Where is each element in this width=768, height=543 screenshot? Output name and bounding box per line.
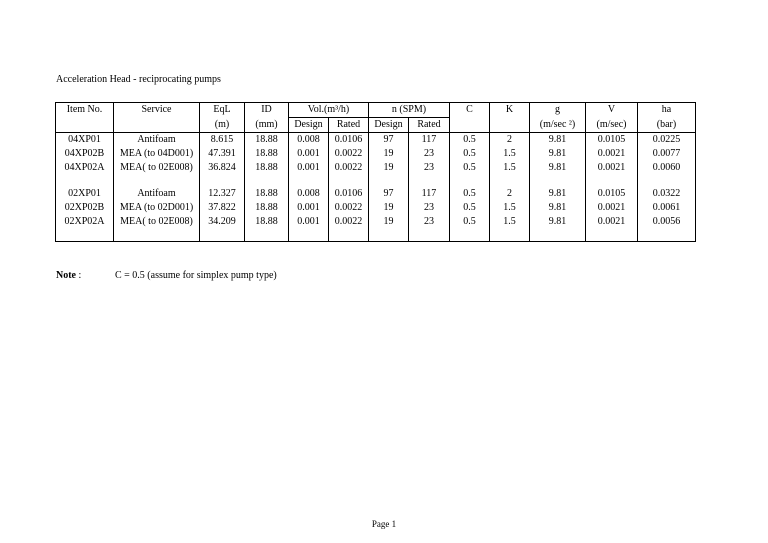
table-cell: 0.0106 [329, 187, 369, 201]
subheader-vol-rated: Rated [329, 118, 369, 133]
table-cell: 0.001 [289, 147, 329, 161]
table-cell: 0.008 [289, 133, 329, 148]
table-cell: 0.5 [450, 133, 490, 148]
spacer-cell [56, 229, 114, 242]
table-cell: 02XP02B [56, 201, 114, 215]
table-cell: 2 [490, 133, 530, 148]
table-cell: MEA (to 04D001) [114, 147, 200, 161]
table-cell: 0.0021 [586, 201, 638, 215]
table-cell: 0.001 [289, 201, 329, 215]
spacer-cell [329, 229, 369, 242]
spacer-cell [638, 229, 696, 242]
table-cell: 0.0322 [638, 187, 696, 201]
table-row [56, 201, 696, 215]
spacer-cell [450, 229, 490, 242]
header-row-2 [56, 118, 696, 133]
trailing-blank-row [56, 229, 696, 242]
table-cell: 36.824 [200, 161, 245, 175]
spacer-cell [409, 175, 450, 187]
unit-item-no [56, 118, 114, 133]
table-cell: 9.81 [530, 161, 586, 175]
table-row [56, 133, 696, 148]
table-cell: MEA( to 02E008) [114, 161, 200, 175]
table-cell: 0.0056 [638, 215, 696, 229]
table-cell: 02XP01 [56, 187, 114, 201]
header-c: C [450, 103, 490, 118]
spacer-cell [329, 175, 369, 187]
table-cell: 0.0021 [586, 161, 638, 175]
header-row-1 [56, 103, 696, 118]
spacer-cell [56, 175, 114, 187]
table-cell: 0.0022 [329, 215, 369, 229]
header-v: V [586, 103, 638, 118]
table-row [56, 147, 696, 161]
header-item-no: Item No. [56, 103, 114, 118]
table-cell: 0.5 [450, 201, 490, 215]
spacer-cell [114, 175, 200, 187]
table-cell: Antifoam [114, 133, 200, 148]
table-cell: 1.5 [490, 147, 530, 161]
table-cell: 18.88 [245, 161, 289, 175]
table-cell: 34.209 [200, 215, 245, 229]
page-title: Acceleration Head - reciprocating pumps [56, 74, 221, 85]
table-cell: 0.0021 [586, 215, 638, 229]
table-cell: 18.88 [245, 147, 289, 161]
table-cell: 117 [409, 187, 450, 201]
table-cell: 0.0021 [586, 147, 638, 161]
spacer-cell [245, 175, 289, 187]
table-cell: MEA( to 02E008) [114, 215, 200, 229]
table-cell: 0.5 [450, 187, 490, 201]
table-cell: 9.81 [530, 201, 586, 215]
spacer-cell [369, 229, 409, 242]
spacer-cell [114, 229, 200, 242]
spacer-cell [245, 229, 289, 242]
table-cell: 0.5 [450, 147, 490, 161]
spacer-cell [369, 175, 409, 187]
table-cell: 0.0022 [329, 201, 369, 215]
table-cell: 23 [409, 215, 450, 229]
header-g: g [530, 103, 586, 118]
table-cell: 9.81 [530, 215, 586, 229]
spacer-row [56, 175, 696, 187]
table-row [56, 187, 696, 201]
spacer-cell [200, 175, 245, 187]
table-cell: 37.822 [200, 201, 245, 215]
header-ha: ha [638, 103, 696, 118]
table-cell: 1.5 [490, 201, 530, 215]
header-eql: EqL [200, 103, 245, 118]
subheader-vol-design: Design [289, 118, 329, 133]
table-cell: 0.001 [289, 161, 329, 175]
table-cell: 0.0105 [586, 187, 638, 201]
table-cell: 9.81 [530, 187, 586, 201]
unit-service [114, 118, 200, 133]
table-cell: 02XP02A [56, 215, 114, 229]
subheader-n-rated: Rated [409, 118, 450, 133]
table-cell: 8.615 [200, 133, 245, 148]
table-cell: 9.81 [530, 147, 586, 161]
table-cell: 19 [369, 147, 409, 161]
header-n-spm: n (SPM) [369, 103, 450, 118]
table-cell: 0.001 [289, 215, 329, 229]
spacer-cell [586, 229, 638, 242]
table-cell: 23 [409, 201, 450, 215]
table-cell: 0.0060 [638, 161, 696, 175]
unit-v: (m/sec) [586, 118, 638, 133]
table-cell: 19 [369, 161, 409, 175]
spacer-cell [490, 229, 530, 242]
table-row [56, 161, 696, 175]
spacer-cell [409, 229, 450, 242]
table-cell: 0.5 [450, 215, 490, 229]
table-cell: 19 [369, 215, 409, 229]
header-vol: Vol.(m³/h) [289, 103, 369, 118]
unit-c [450, 118, 490, 133]
spacer-cell [530, 229, 586, 242]
table-cell: 18.88 [245, 215, 289, 229]
table-cell: 0.0022 [329, 147, 369, 161]
table-cell: 1.5 [490, 215, 530, 229]
table-cell: 117 [409, 133, 450, 148]
spacer-cell [289, 229, 329, 242]
table-cell: 0.0077 [638, 147, 696, 161]
header-id: ID [245, 103, 289, 118]
table-cell: MEA (to 02D001) [114, 201, 200, 215]
table-cell: 9.81 [530, 133, 586, 148]
table-cell: 19 [369, 201, 409, 215]
spacer-cell [200, 229, 245, 242]
spacer-cell [289, 175, 329, 187]
note-text: C = 0.5 (assume for simplex pump type) [115, 270, 277, 281]
acceleration-head-table [55, 102, 696, 242]
spacer-cell [586, 175, 638, 187]
page-number: Page 1 [371, 519, 397, 529]
spacer-cell [530, 175, 586, 187]
table-cell: 0.0022 [329, 161, 369, 175]
table-cell: 18.88 [245, 133, 289, 148]
unit-eql: (m) [200, 118, 245, 133]
unit-id: (mm) [245, 118, 289, 133]
table-cell: 23 [409, 147, 450, 161]
table-row [56, 215, 696, 229]
table-cell: 47.391 [200, 147, 245, 161]
subheader-n-design: Design [369, 118, 409, 133]
spacer-cell [638, 175, 696, 187]
spacer-cell [490, 175, 530, 187]
header-k: K [490, 103, 530, 118]
unit-k [490, 118, 530, 133]
table-cell: 97 [369, 133, 409, 148]
table-cell: 04XP01 [56, 133, 114, 148]
table-cell: 0.0061 [638, 201, 696, 215]
spacer-cell [450, 175, 490, 187]
table-cell: 2 [490, 187, 530, 201]
table-cell: 0.0225 [638, 133, 696, 148]
header-service: Service [114, 103, 200, 118]
table-cell: 0.0106 [329, 133, 369, 148]
table-cell: 97 [369, 187, 409, 201]
table-cell: 04XP02B [56, 147, 114, 161]
table-cell: 18.88 [245, 187, 289, 201]
note-label: Note : [56, 270, 82, 281]
table-cell: 0.008 [289, 187, 329, 201]
unit-g: (m/sec ²) [530, 118, 586, 133]
unit-ha: (bar) [638, 118, 696, 133]
table-cell: 0.5 [450, 161, 490, 175]
table-cell: 18.88 [245, 201, 289, 215]
table-cell: 0.0105 [586, 133, 638, 148]
table-cell: 23 [409, 161, 450, 175]
table-cell: 12.327 [200, 187, 245, 201]
table-cell: 04XP02A [56, 161, 114, 175]
table-cell: 1.5 [490, 161, 530, 175]
table-cell: Antifoam [114, 187, 200, 201]
